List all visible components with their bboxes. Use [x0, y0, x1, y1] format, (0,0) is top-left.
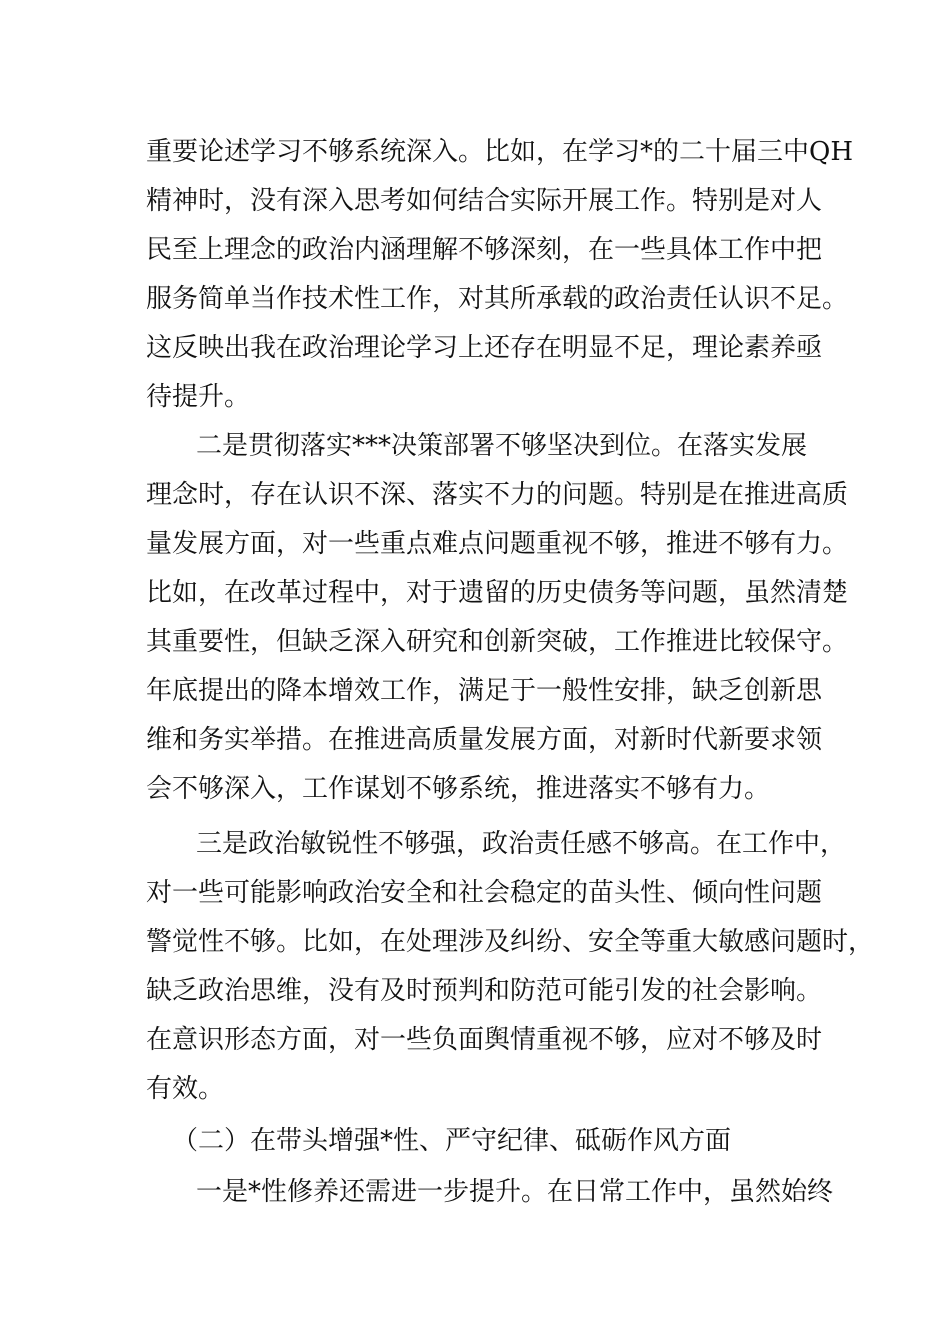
text-line: 会不够深入，工作谋划不够系统，推进落实不够有力。: [146, 774, 771, 804]
text-line: 缺乏政治思维，没有及时预判和防范可能引发的社会影响。: [146, 976, 823, 1006]
section-heading: （二）在带头增强*性、严守纪律、砥砺作风方面: [172, 1126, 732, 1156]
text-line: 其重要性，但缺乏深入研究和创新突破，工作推进比较保守。: [146, 627, 849, 657]
paragraph-start-line: 一是*性修养还需进一步提升。在日常工作中，虽然始终: [196, 1177, 834, 1207]
text-line: 重要论述学习不够系统深入。比如，在学习*的二十届三中QH: [146, 137, 853, 167]
text-line: 年底提出的降本增效工作，满足于一般性安排，缺乏创新思: [146, 676, 823, 706]
text-line: 警觉性不够。比如，在处理涉及纠纷、安全等重大敏感问题时，: [146, 927, 875, 957]
text-line: 精神时，没有深入思考如何结合实际开展工作。特别是对人: [146, 186, 823, 216]
text-line: 民至上理念的政治内涵理解不够深刻，在一些具体工作中把: [146, 235, 823, 265]
text-line: 在意识形态方面，对一些负面舆情重视不够，应对不够及时: [146, 1025, 823, 1055]
text-line: 量发展方面，对一些重点难点问题重视不够，推进不够有力。: [146, 529, 849, 559]
text-line: 维和务实举措。在推进高质量发展方面，对新时代新要求领: [146, 725, 823, 755]
text-line: 有效。: [146, 1074, 225, 1104]
text-line: 待提升。: [146, 382, 251, 412]
text-line: 服务简单当作技术性工作，对其所承载的政治责任认识不足。: [146, 284, 849, 314]
text-line: 对一些可能影响政治安全和社会稳定的苗头性、倾向性问题: [146, 878, 823, 908]
text-line: 这反映出我在政治理论学习上还存在明显不足，理论素养亟: [146, 333, 823, 363]
paragraph-start-line: 二是贯彻落实***决策部署不够坚决到位。在落实发展: [196, 431, 808, 461]
text-line: 理念时，存在认识不深、落实不力的问题。特别是在推进高质: [146, 480, 849, 510]
paragraph-start-line: 三是政治敏锐性不够强，政治责任感不够高。在工作中，: [196, 829, 847, 859]
text-line: 比如，在改革过程中，对于遗留的历史债务等问题，虽然清楚: [146, 578, 849, 608]
